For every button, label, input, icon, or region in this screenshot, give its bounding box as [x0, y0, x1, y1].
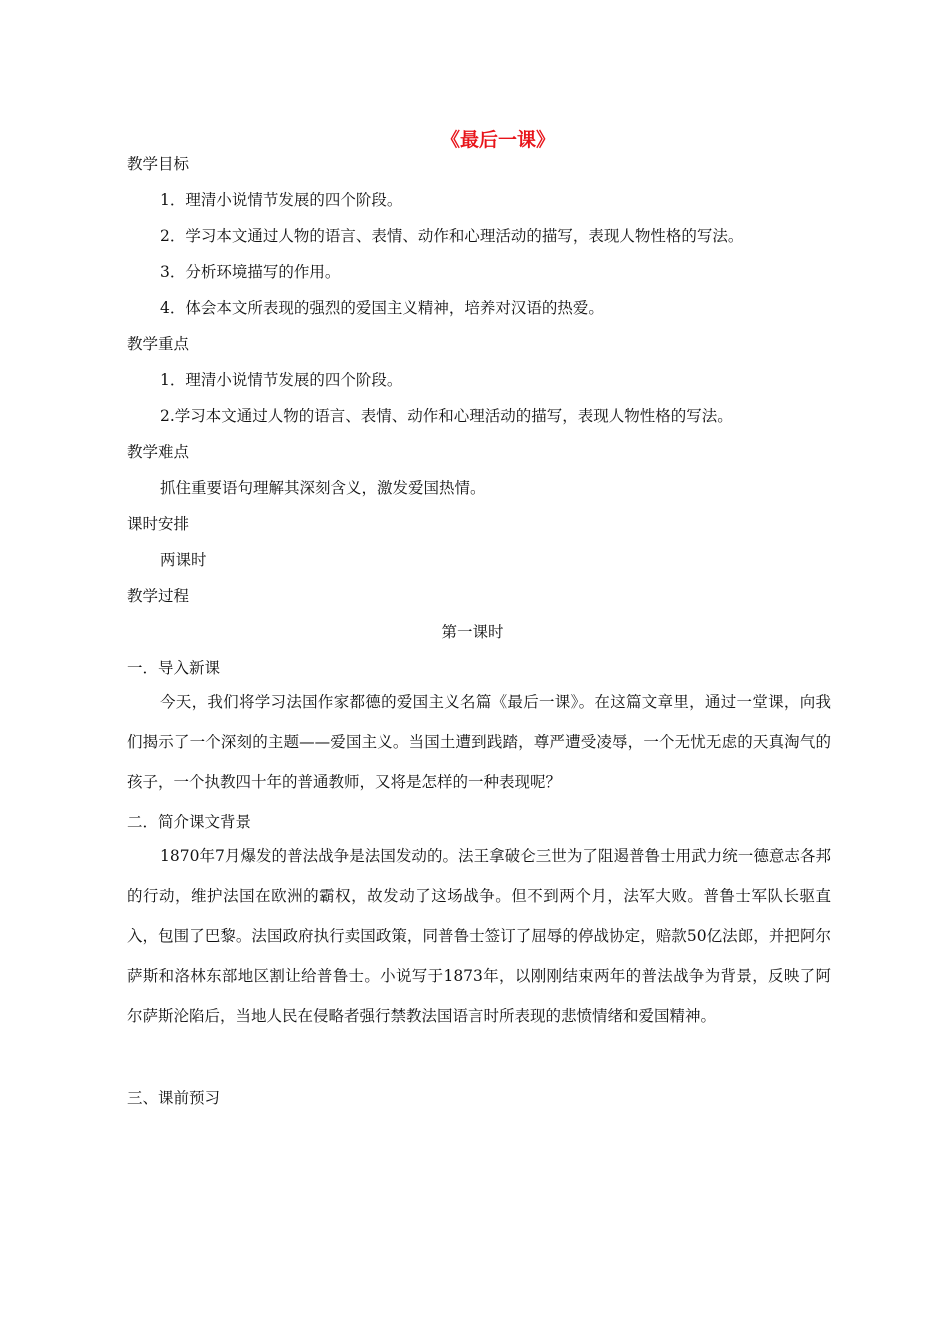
objective-item: 4．体会本文所表现的强烈的爱国主义精神，培养对汉语的热爱。: [160, 299, 604, 317]
key-point-item: 1．理清小说情节发展的四个阶段。: [160, 371, 403, 389]
section-heading-background: 二．简介课文背景: [127, 813, 252, 831]
objective-item: 1．理清小说情节发展的四个阶段。: [160, 191, 403, 209]
difficulties-heading: 教学难点: [127, 443, 190, 461]
key-point-item: 2.学习本文通过人物的语言、表情、动作和心理活动的描写，表现人物性格的写法。: [160, 407, 733, 425]
process-heading: 教学过程: [127, 587, 190, 605]
document-title: 《最后一课》: [440, 129, 555, 151]
objective-item: 3．分析环境描写的作用。: [160, 263, 341, 281]
section-heading-intro: 一．导入新课: [127, 659, 221, 677]
schedule-heading: 课时安排: [127, 515, 190, 533]
objective-item: 2．学习本文通过人物的语言、表情、动作和心理活动的描写，表现人物性格的写法。: [160, 227, 744, 245]
section-text-intro: 今天，我们将学习法国作家都德的爱国主义名篇《最后一课》。在这篇文章里，通过一堂课，向我们揭示了一个深刻的主题——爱国主义。当国土遭到践踏，尊严遭受凌辱，一个无忧无虑的天真淘气的孩子，一个执教四十年的普通教师，又将是怎样的一种表现呢？: [127, 693, 831, 791]
objectives-heading: 教学目标: [127, 155, 190, 173]
difficulties-text: 抓住重要语句理解其深刻含义，激发爱国热情。: [160, 479, 486, 497]
lesson-title: 第一课时: [441, 623, 504, 641]
key-points-heading: 教学重点: [127, 335, 190, 353]
section-heading-preview: 三、课前预习: [127, 1089, 221, 1107]
section-text-background: 1870年7月爆发的普法战争是法国发动的。法王拿破仑三世为了阻遏普鲁士用武力统一德意志各邦的行动，维护法国在欧洲的霸权，故发动了这场战争。但不到两个月，法军大败。普鲁士军队长驱直入，包围了巴黎。法国政府执行卖国政策，同普鲁士签订了屈辱的停战协定，赔款50亿法郎，并把阿尔萨斯和洛林东部地区割让给普鲁士。小说写于1873年，以刚刚结束两年的普法战争为背景，反映了阿尔萨斯沦陷后，当地人民在侵略者强行禁教法国语言时所表现的悲愤情绪和爱国精神。: [127, 847, 831, 1025]
schedule-text: 两课时: [160, 551, 207, 569]
